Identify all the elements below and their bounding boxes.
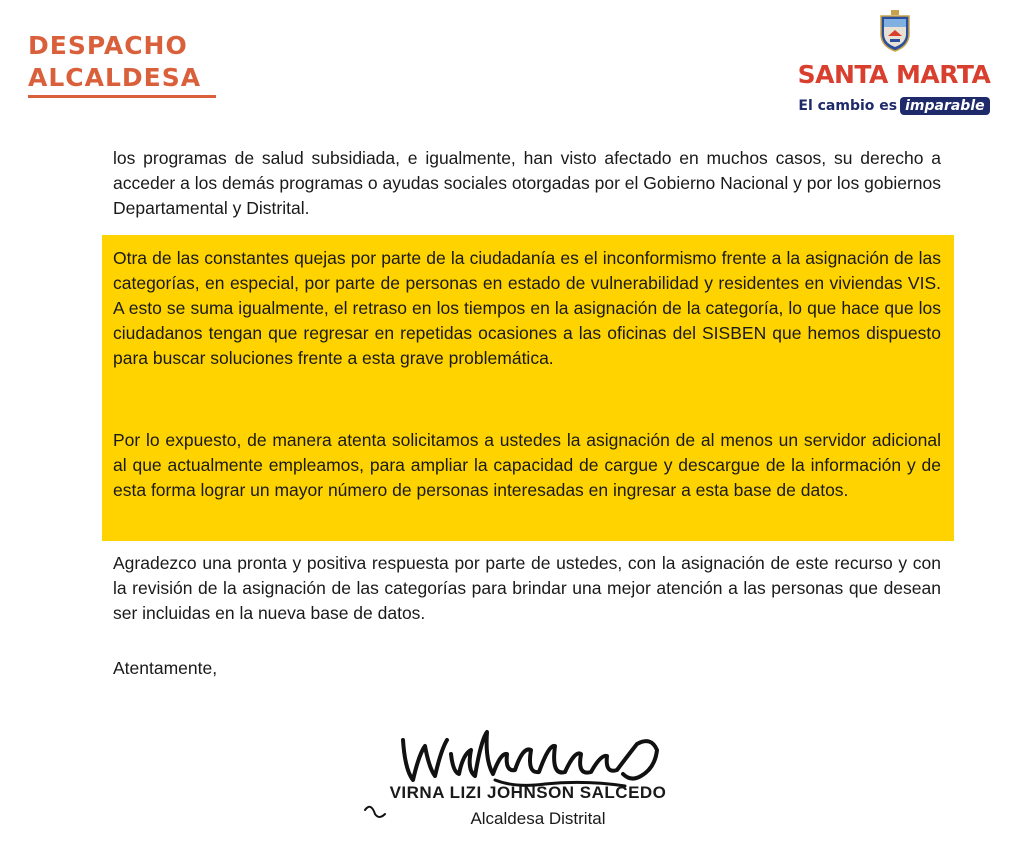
paragraph-2: Otra de las constantes quejas por parte de la ciudadanía es el inconformismo frente a la asignación de las categorías, en especial, por parte de personas en estado de vulnerabilidad y residentes en viviendas VIS. A esto se suma igualmente, el retraso en los tiempos en la asignación de la categoría, lo que hace que los ciudadanos tengan que regresar en repetidas ocasiones a las oficinas del SISBEN que hemos dispuesto para buscar soluciones frente a esta grave problemática. <box>113 248 941 368</box>
slogan-highlight: imparable <box>900 97 990 115</box>
office-line-1: DESPACHO <box>28 31 188 60</box>
closing-salutation: Atentamente, <box>113 658 218 678</box>
paragraph-3: Por lo expuesto, de manera atenta solicitamos a ustedes la asignación de al menos un servidor adicional al que actualmente empleamos, para ampliar la capacidad de cargue y descargue de la información y de esta forma lograr un mayor número de personas interesadas en ingresar a esta base de datos. <box>113 430 941 500</box>
office-underline <box>28 95 216 98</box>
paragraph-1: los programas de salud subsidiada, e igualmente, han visto afectado en muchos casos, su derecho a acceder a los demás programas o ayudas sociales otorgadas por el Gobierno Nacional y por los gobiernos Departamental y Distrital. <box>113 148 941 218</box>
signer-title: Alcaldesa Distrital <box>470 809 606 828</box>
paragraph-4: Agradezco una pronta y positiva respuesta por parte de ustedes, con la asignación de este recurso y con la revisión de la asignación de las categorías para brindar una mejor atención a las personas que desean ser incluidas en la nueva base de datos. <box>113 553 941 623</box>
slogan-prefix: El cambio es <box>798 98 898 114</box>
city-slogan <box>786 94 1002 118</box>
city-name: SANTA MARTA <box>797 60 991 89</box>
office-line-2: ALCALDESA <box>28 63 202 92</box>
office-heading <box>28 30 201 94</box>
signer-name: VIRNA LIZI JOHNSON SALCEDO <box>389 783 667 802</box>
city-seal-icon <box>878 10 912 52</box>
